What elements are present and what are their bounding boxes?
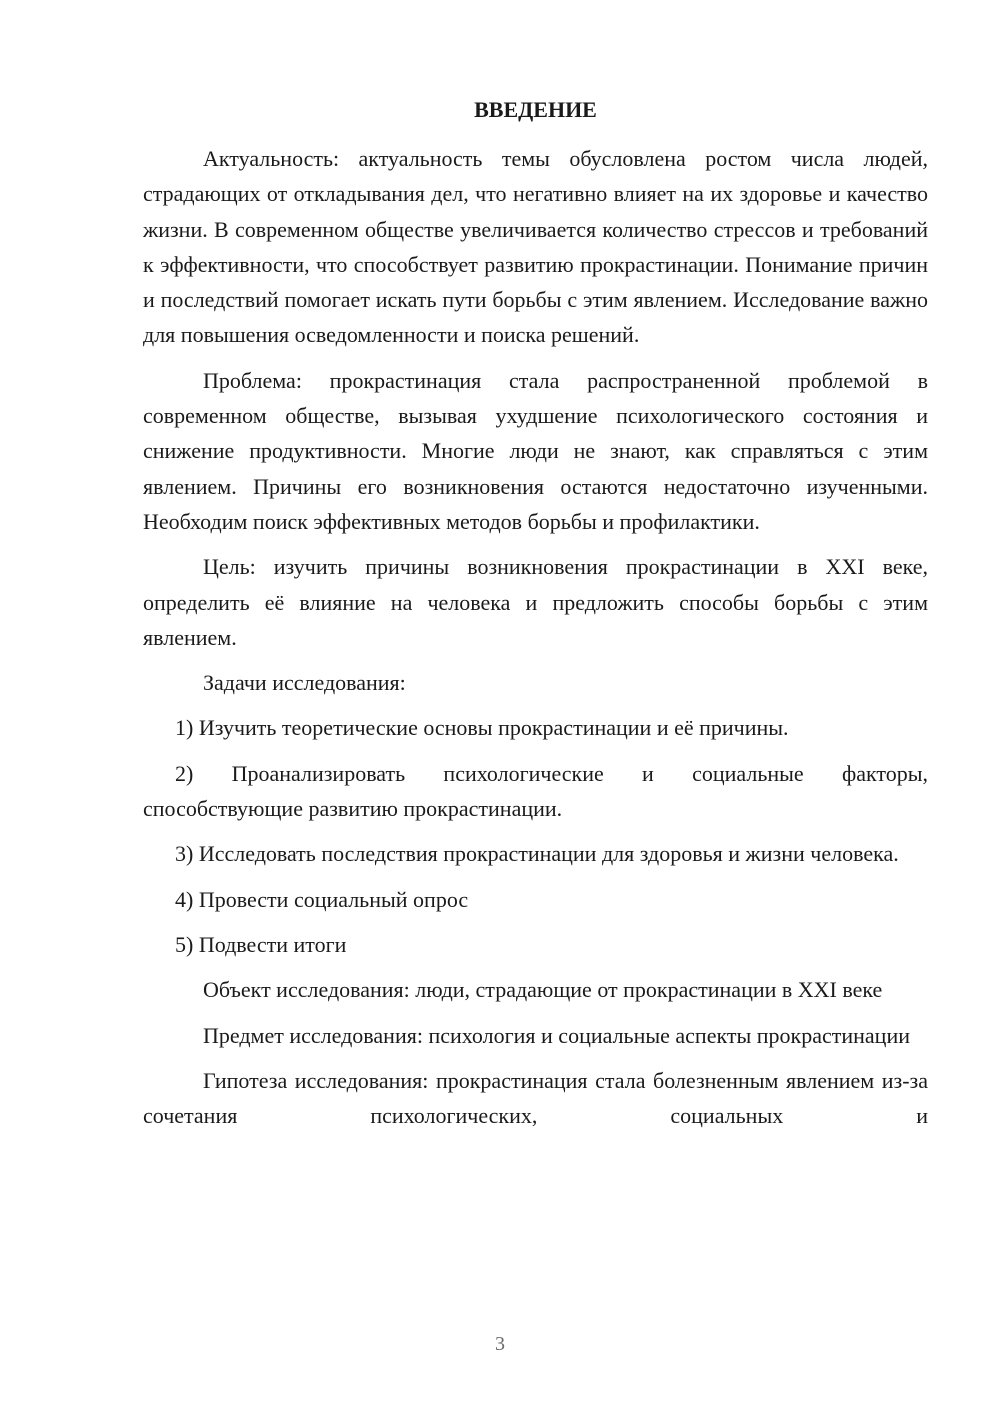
task-item: 3) Исследовать последствия прокрастинации для здоровья и жизни человека. <box>175 841 899 867</box>
relevance-paragraph: Актуальность: актуальность темы обусловлена ростом числа людей, страдающих от откладывания дел, что негативно влияет на их здоровье и качество жизни. В современном обществе увеличивается количество стрессов и требований к эффективности, что способствует развитию прокрастинации. Понимание причин и последствий помогает искать пути борьбы с этим явлением. Исследование важно для повышения осведомленности и поиска решений. <box>143 146 928 348</box>
problem-paragraph: Проблема: прокрастинация стала распространенной проблемой в современном обществе, вызывая ухудшение психологического состояния и снижение продуктивности. Многие люди не знают, как справляться с этим явлением. Причины его возникновения остаются недостаточно изученными. Необходим поиск эффективных методов борьбы и профилактики. <box>143 367 928 534</box>
goal-paragraph: Цель: изучить причины возникновения прокрастинации в XXI веке, определить её влияние на человека и предложить способы борьбы с этим явлением. <box>143 554 928 650</box>
page-number: 3 <box>495 1333 505 1355</box>
hypothesis-paragraph: Гипотеза исследования: прокрастинация стала болезненным явлением из-за сочетания психологических, социальных и <box>143 1067 928 1129</box>
task-item: 2) Проанализировать психологические и социальные факторы, способствующие развитию прокрастинации. <box>143 760 928 822</box>
section-heading: ВВЕДЕНИЕ <box>474 97 597 122</box>
task-item: 4) Провести социальный опрос <box>175 886 469 912</box>
subject-paragraph: Предмет исследования: психология и социальные аспекты прокрастинации <box>203 1022 910 1048</box>
task-item: 1) Изучить теоретические основы прокрастинации и её причины. <box>175 715 789 741</box>
object-paragraph: Объект исследования: люди, страдающие от прокрастинации в XXI веке <box>203 977 883 1003</box>
tasks-title: Задачи исследования: <box>203 670 406 696</box>
document-page <box>143 92 928 1143</box>
task-item: 5) Подвести итоги <box>175 931 347 957</box>
